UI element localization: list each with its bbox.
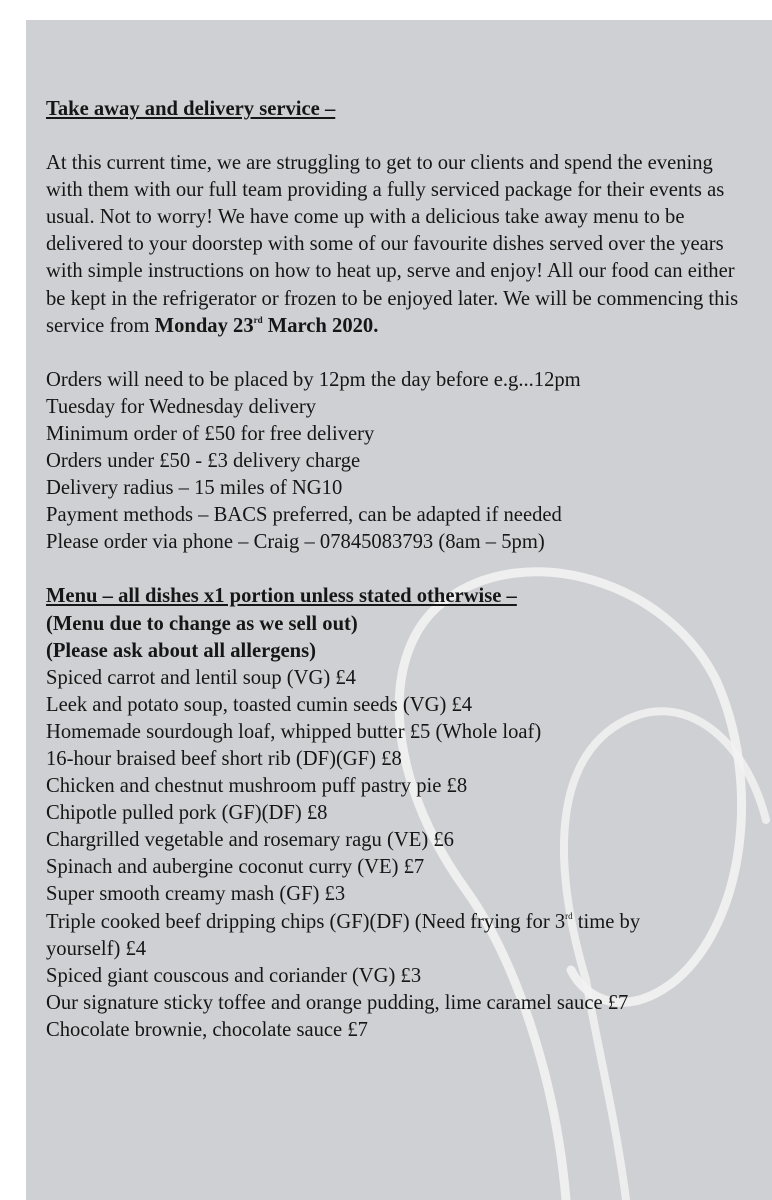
menu-note: (Please ask about all allergens) [46,639,316,662]
chips-suffix: rd [565,910,573,921]
start-date [155,315,379,337]
menu-item-chips-cont: yourself) £4 [46,937,147,960]
menu-item: Chicken and chestnut mushroom puff pastry pie £8 [46,775,468,798]
intro-text: At this current time, we are struggling to get to our clients and spend the evening with them with our full team providing a fully serviced package for their events as usual. Not to worry! We have come up with a delicious take away menu to be delivered to your doorstep with some of our favourite dishes served over the years with simple instructions on how to heat up, serve and enjoy! All our food can either be kept in the refrigerator or frozen to be enjoyed later. We will be commencing this service from [46,152,739,337]
menu-item: 16-hour braised beef short rib (DF)(GF) £8 [46,747,402,770]
menu-item: Super smooth creamy mash (GF) £3 [46,883,346,906]
start-date-day: Monday 23 [154,314,254,337]
menu-heading: Menu – all dishes x1 portion unless stated otherwise – [46,585,517,608]
menu-item: Chipotle pulled pork (GF)(DF) £8 [46,802,328,825]
chips-text: Triple cooked beef dripping chips (GF)(DF) (Need frying for 3 [46,910,566,933]
menu-item: Spinach and aubergine coconut curry (VE) £7 [46,856,425,879]
menu-item: Homemade sourdough loaf, whipped butter £5 (Whole loaf) [46,720,542,743]
order-info-line: Delivery radius – 15 miles of NG10 [46,477,343,500]
order-info-line: Please order via phone – Craig – 07845083793 (8am – 5pm) [46,531,545,554]
service-intro [46,150,746,340]
menu-items-list [46,665,746,1044]
order-info-line: Tuesday for Wednesday delivery [46,395,317,418]
menu-item-chips [46,909,746,936]
menu-item: Our signature sticky toffee and orange pudding, lime caramel sauce £7 [46,991,629,1014]
menu-item: Spiced giant couscous and coriander (VG) £3 [46,964,422,987]
menu-page [26,20,772,1200]
order-info-line: Minimum order of £50 for free delivery [46,422,375,445]
menu-item: Chargrilled vegetable and rosemary ragu (VE) £6 [46,829,454,852]
menu-item: Spiced carrot and lentil soup (VG) £4 [46,666,356,689]
start-date-rest: March 2020. [262,314,379,337]
order-info-line: Orders will need to be placed by 12pm the day before e.g...12pm [46,368,581,391]
menu-item: Chocolate brownie, chocolate sauce £7 [46,1018,368,1041]
order-info-line: Orders under £50 - £3 delivery charge [46,450,361,473]
start-date-suffix: rd [253,314,263,325]
order-info-list [46,367,746,557]
menu-item: Leek and potato soup, toasted cumin seeds (VG) £4 [46,693,473,716]
chips-text-after: time by [572,910,641,933]
service-heading: Take away and delivery service – [46,98,336,120]
menu-note: (Menu due to change as we sell out) [46,612,358,635]
document-body [46,96,746,1044]
order-info-line: Payment methods – BACS preferred, can be adapted if needed [46,504,562,527]
